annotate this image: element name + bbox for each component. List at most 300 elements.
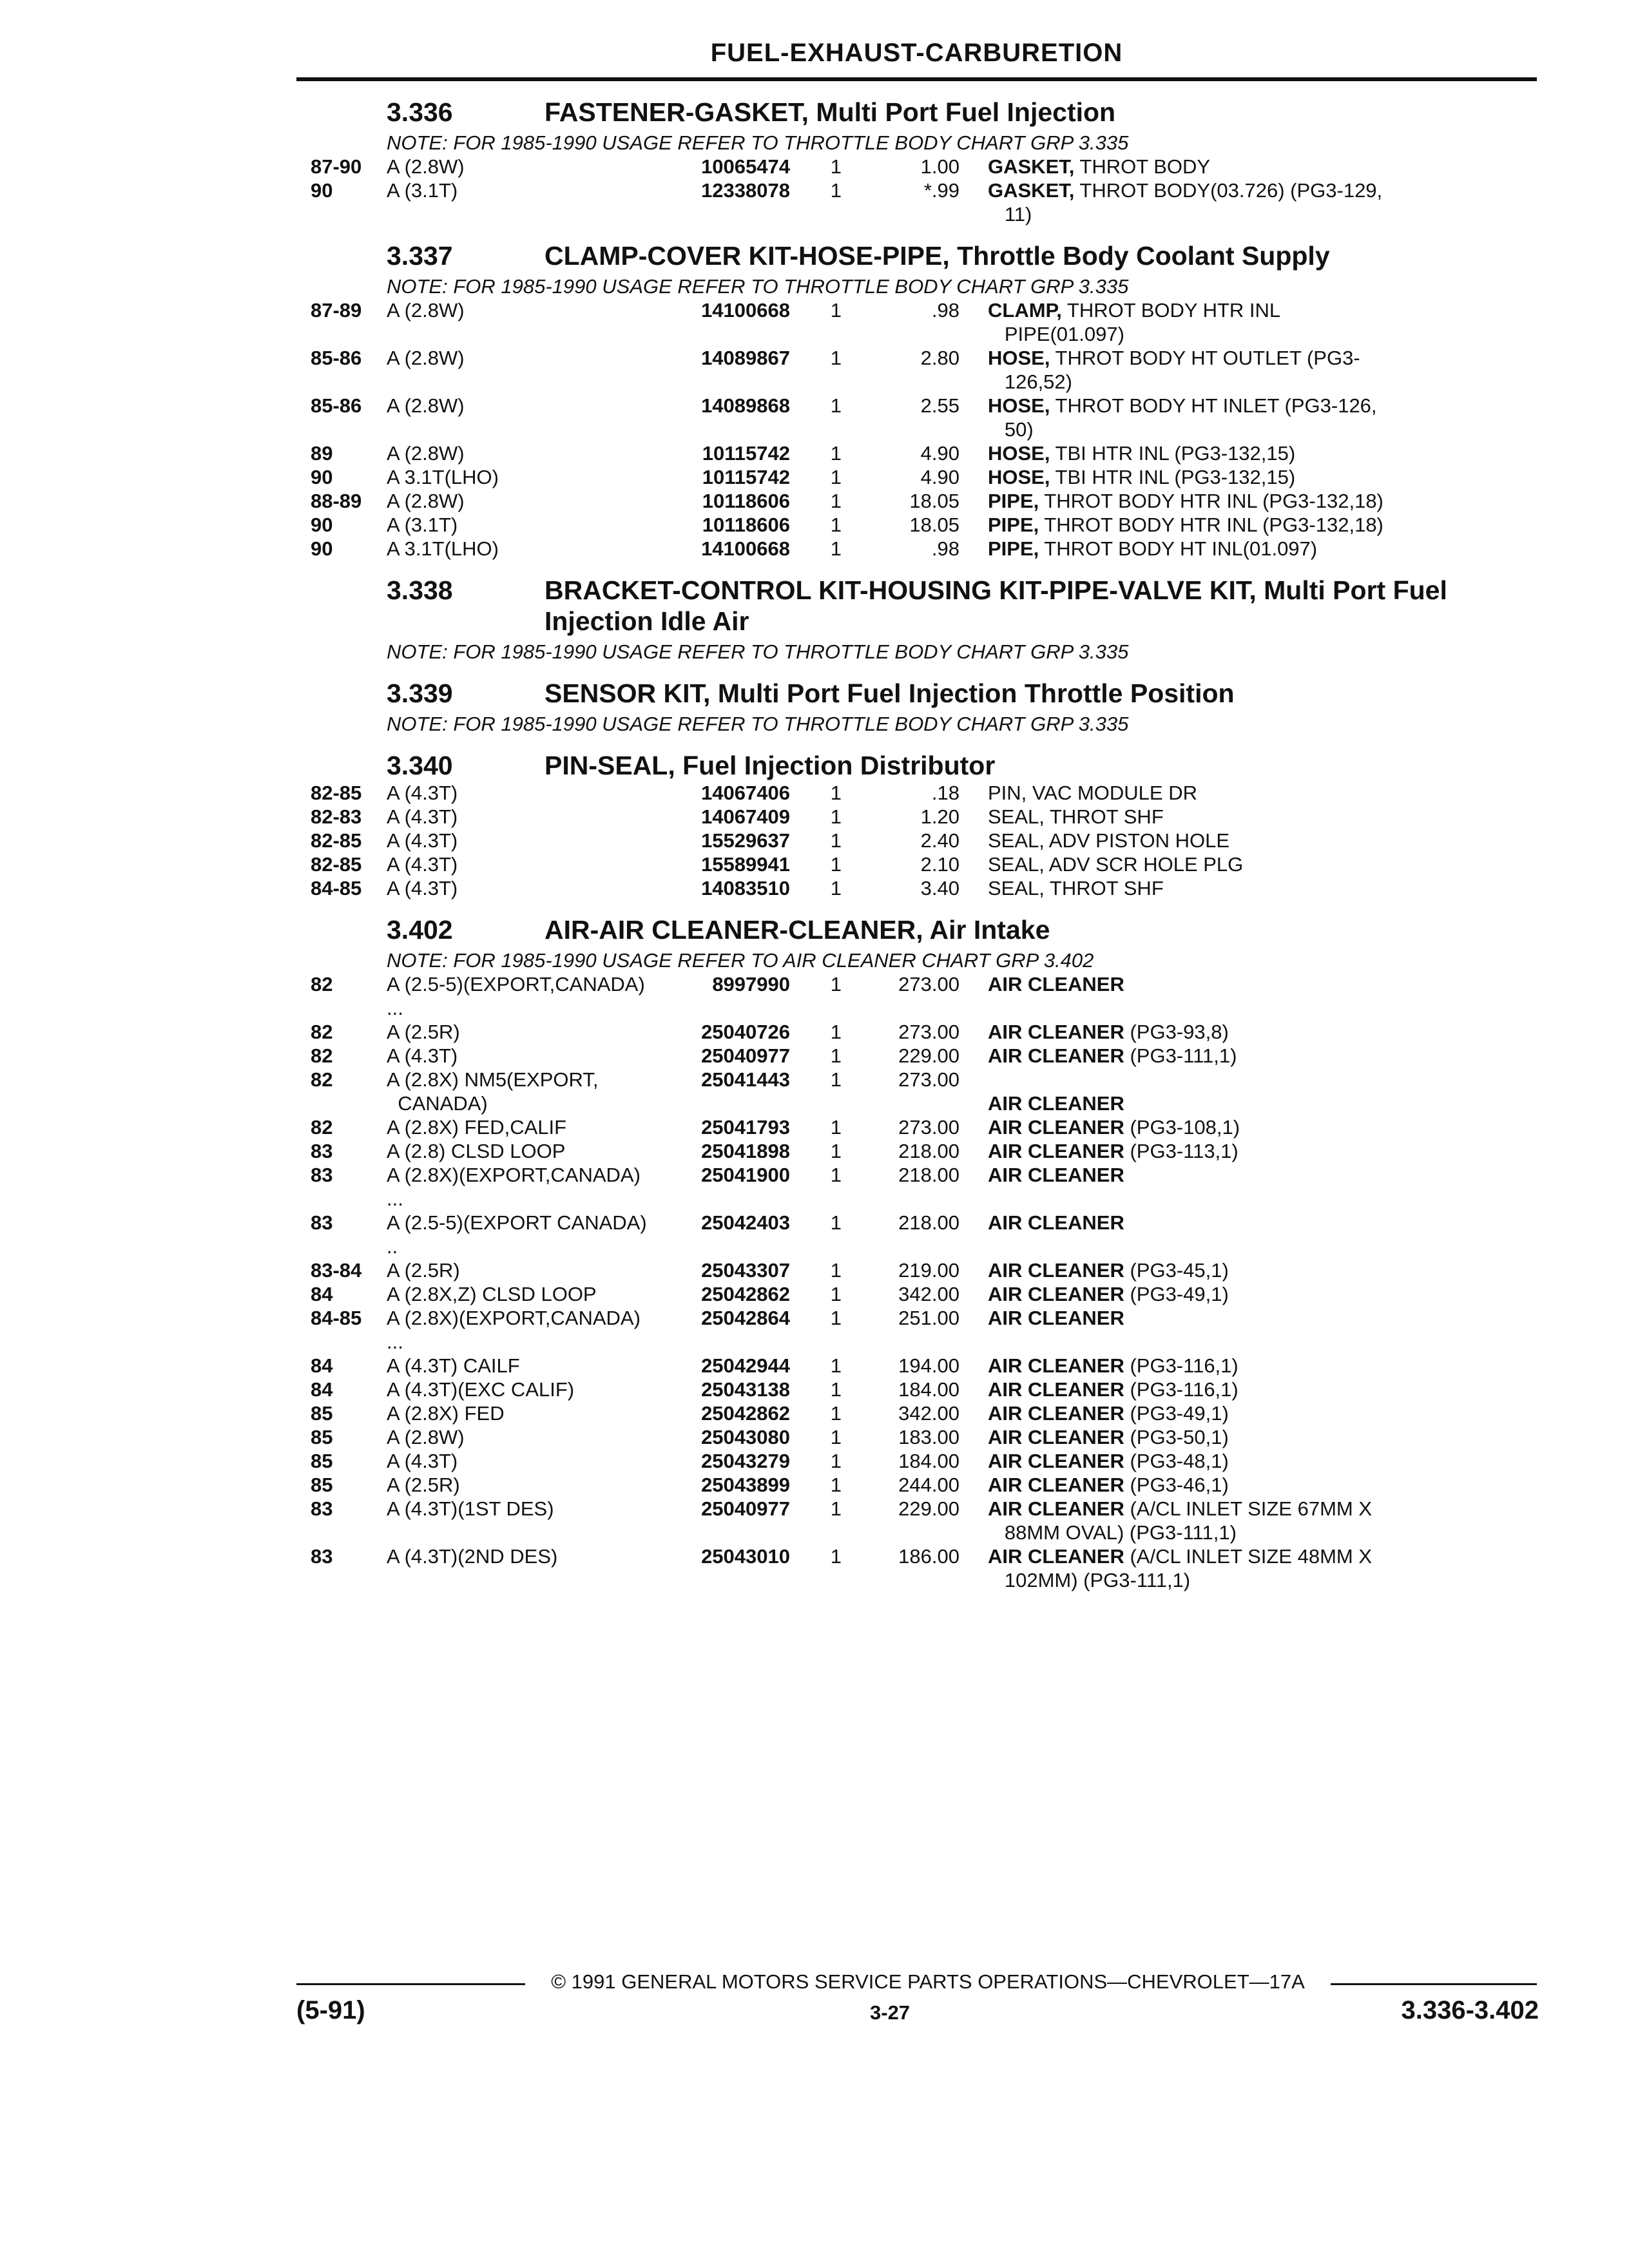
table-row	[296, 1354, 1537, 1378]
model-years: 90	[311, 514, 333, 536]
description	[988, 155, 1537, 178]
price: .18	[931, 782, 959, 804]
price: 194.00	[898, 1354, 959, 1377]
part-name: AIR CLEANER	[988, 1116, 1124, 1139]
part-name: AIR CLEANER	[988, 1021, 1124, 1043]
price: .98	[931, 537, 959, 560]
description	[988, 513, 1537, 537]
price: 3.40	[920, 877, 959, 899]
section-heading	[296, 914, 1537, 945]
model-years: 85	[311, 1450, 333, 1472]
description	[988, 1115, 1537, 1139]
description	[988, 805, 1537, 829]
part-name: AIR CLEANER	[988, 1092, 1124, 1115]
part-number: 10065474	[701, 155, 790, 178]
model-years: 84-85	[311, 877, 362, 899]
section-heading	[296, 97, 1537, 128]
part-number: 25041898	[701, 1140, 790, 1162]
price: 2.55	[920, 394, 959, 417]
part-name: HOSE,	[988, 466, 1050, 488]
section-number: 3.340	[387, 751, 453, 780]
part-number: 25042403	[701, 1211, 790, 1234]
part-name: HOSE,	[988, 442, 1050, 465]
description	[988, 1020, 1537, 1044]
description	[988, 298, 1537, 346]
part-detail: (PG3-93,8)	[1124, 1021, 1229, 1043]
section-note: NOTE: FOR 1985-1990 USAGE REFER TO THROTTLE BODY CHART GRP 3.335	[387, 275, 1129, 298]
model-years: 83	[311, 1545, 333, 1568]
table-row	[296, 1449, 1537, 1473]
price: 1.20	[920, 805, 959, 828]
application: A (2.8X)(EXPORT,CANADA) ...	[387, 1307, 646, 1353]
part-detail: THROT BODY HT INLET (PG3-126, 50)	[1004, 394, 1377, 441]
section-title: SENSOR KIT, Multi Port Fuel Injection Throttle Position	[545, 678, 1235, 708]
section-3-336	[296, 97, 1537, 226]
part-detail: THROT BODY HTR INL (PG3-132,18)	[1039, 514, 1383, 536]
part-name: AIR CLEANER	[988, 1211, 1124, 1234]
part-number: 25041900	[701, 1164, 790, 1186]
model-years: 84	[311, 1283, 333, 1305]
table-row	[296, 537, 1537, 561]
description	[988, 346, 1537, 394]
price: 2.10	[920, 853, 959, 876]
table-row	[296, 1544, 1537, 1592]
application: A (2.5R)	[387, 1021, 460, 1043]
application: A (4.3T)	[387, 782, 458, 804]
parts-catalog	[296, 82, 1537, 1592]
application: A (2.8W)	[387, 442, 465, 465]
model-years: 87-89	[311, 299, 362, 322]
description	[988, 876, 1537, 900]
part-detail: (A/CL INLET SIZE 48MM X 102MM) (PG3-111,1)	[1004, 1545, 1372, 1591]
price: 184.00	[898, 1450, 959, 1472]
part-number: 25040977	[701, 1044, 790, 1067]
section-number: 3.337	[387, 241, 453, 271]
part-name: AIR CLEANER	[988, 1378, 1124, 1401]
price: 2.80	[920, 347, 959, 369]
application: A (2.8W)	[387, 394, 465, 417]
description	[988, 1378, 1537, 1401]
part-number: 14089868	[701, 394, 790, 417]
model-years: 84-85	[311, 1307, 362, 1329]
model-years: 90	[311, 179, 333, 202]
application: A (2.8X) FED	[387, 1402, 505, 1425]
part-detail: TBI HTR INL (PG3-132,15)	[1050, 466, 1296, 488]
part-number: 14067409	[701, 805, 790, 828]
model-years: 90	[311, 466, 333, 488]
part-number: 14100668	[701, 537, 790, 560]
part-detail: (PG3-113,1)	[1124, 1140, 1239, 1162]
part-detail: (PG3-116,1)	[1124, 1378, 1239, 1401]
application: A (3.1T)	[387, 514, 458, 536]
part-detail: (PG3-50,1)	[1124, 1426, 1229, 1448]
quantity: 1	[830, 155, 842, 178]
model-years: 85-86	[311, 347, 362, 369]
model-years: 85	[311, 1474, 333, 1496]
table-row	[296, 155, 1537, 178]
section-3-337	[296, 240, 1537, 561]
price: 251.00	[898, 1307, 959, 1329]
description	[988, 1044, 1537, 1068]
part-number: 14067406	[701, 782, 790, 804]
price: 186.00	[898, 1545, 959, 1568]
part-number: 25042864	[701, 1307, 790, 1329]
part-number: 10118606	[702, 490, 790, 512]
part-name: AIR CLEANER	[988, 1307, 1124, 1329]
table-row	[296, 1020, 1537, 1044]
part-number: 25041443	[701, 1068, 790, 1091]
part-number: 15529637	[701, 829, 790, 852]
table-row	[296, 441, 1537, 465]
quantity: 1	[830, 973, 842, 995]
part-detail: (PG3-46,1)	[1124, 1474, 1229, 1496]
part-name: AIR CLEANER	[988, 1545, 1124, 1568]
price: 4.90	[920, 466, 959, 488]
quantity: 1	[830, 466, 842, 488]
part-name: CLAMP,	[988, 299, 1062, 322]
part-name: AIR CLEANER	[988, 1164, 1124, 1186]
section-note: NOTE: FOR 1985-1990 USAGE REFER TO THROTTLE BODY CHART GRP 3.335	[387, 640, 1129, 663]
part-number: 8997990	[712, 973, 790, 995]
table-row	[296, 972, 1537, 1020]
part-detail: (PG3-48,1)	[1124, 1450, 1229, 1472]
application: A (2.5-5)(EXPORT CANADA) ..	[387, 1211, 653, 1258]
application: A (4.3T)	[387, 805, 458, 828]
description	[988, 1211, 1537, 1258]
table-row	[296, 876, 1537, 900]
quantity: 1	[830, 1497, 842, 1520]
application: A 3.1T(LHO)	[387, 537, 499, 560]
part-number: 14089867	[701, 347, 790, 369]
description	[988, 1306, 1537, 1354]
section-3-402	[296, 914, 1537, 1592]
part-name: AIR CLEANER	[988, 1283, 1124, 1305]
description	[988, 972, 1537, 1020]
part-name: PIPE,	[988, 514, 1039, 536]
table-row	[296, 513, 1537, 537]
application: A (2.8W)	[387, 299, 465, 322]
price: 218.00	[898, 1164, 959, 1186]
section-note: NOTE: FOR 1985-1990 USAGE REFER TO AIR CLEANER CHART GRP 3.402	[387, 949, 1094, 972]
table-row	[296, 1378, 1537, 1401]
part-number: 25041793	[701, 1116, 790, 1139]
description	[988, 489, 1537, 513]
model-years: 83	[311, 1164, 333, 1186]
part-detail: (PG3-111,1)	[1124, 1044, 1237, 1067]
quantity: 1	[830, 1211, 842, 1234]
table-row	[296, 805, 1537, 829]
quantity: 1	[830, 1283, 842, 1305]
application: A (2.8X)(EXPORT,CANADA) ...	[387, 1164, 646, 1210]
part-detail: SEAL, ADV PISTON HOLE	[988, 829, 1230, 852]
quantity: 1	[830, 1116, 842, 1139]
application: A (4.3T)	[387, 853, 458, 876]
price: 184.00	[898, 1378, 959, 1401]
application: A 3.1T(LHO)	[387, 466, 499, 488]
footer-section-range: 3.336-3.402	[1401, 1996, 1539, 2024]
description	[988, 1473, 1537, 1497]
footer-date: (5-91)	[296, 1996, 365, 2024]
quantity: 1	[830, 805, 842, 828]
table-row	[296, 1044, 1537, 1068]
model-years: 82-85	[311, 853, 362, 876]
price: 218.00	[898, 1140, 959, 1162]
table-row	[296, 781, 1537, 805]
table-row	[296, 489, 1537, 513]
part-number: 25043138	[701, 1378, 790, 1401]
application: A (4.3T) CAILF	[387, 1354, 520, 1377]
quantity: 1	[830, 1068, 842, 1091]
description	[988, 1282, 1537, 1306]
price: 273.00	[898, 973, 959, 995]
description	[988, 1139, 1537, 1163]
quantity: 1	[830, 829, 842, 852]
quantity: 1	[830, 514, 842, 536]
section-number: 3.336	[387, 97, 453, 127]
table-row	[296, 465, 1537, 489]
section-heading	[296, 575, 1537, 637]
quantity: 1	[830, 877, 842, 899]
description	[988, 829, 1537, 852]
table-row	[296, 1497, 1537, 1544]
model-years: 82	[311, 973, 333, 995]
table-row	[296, 1163, 1537, 1211]
table-row	[296, 1425, 1537, 1449]
application: A (4.3T)	[387, 829, 458, 852]
section-heading	[296, 678, 1537, 709]
part-number: 25040977	[701, 1497, 790, 1520]
model-years: 85	[311, 1426, 333, 1448]
model-years: 82	[311, 1021, 333, 1043]
part-name: HOSE,	[988, 394, 1050, 417]
part-number: 10118606	[702, 514, 790, 536]
description	[988, 178, 1537, 226]
table-row	[296, 829, 1537, 852]
model-years: 83-84	[311, 1259, 362, 1282]
model-years: 87-90	[311, 155, 362, 178]
description	[988, 537, 1537, 561]
part-detail: THROT BODY HT INL(01.097)	[1039, 537, 1318, 560]
application: A (2.8) CLSD LOOP	[387, 1140, 566, 1162]
description	[988, 465, 1537, 489]
price: 244.00	[898, 1474, 959, 1496]
price: 229.00	[898, 1497, 959, 1520]
part-detail: (PG3-49,1)	[1124, 1283, 1229, 1305]
description	[988, 1354, 1537, 1378]
section-title: PIN-SEAL, Fuel Injection Distributor	[545, 751, 996, 780]
part-number: 25042862	[701, 1402, 790, 1425]
part-detail: PIN, VAC MODULE DR	[988, 782, 1197, 804]
part-name: AIR CLEANER	[988, 1354, 1124, 1377]
model-years: 83	[311, 1211, 333, 1234]
application: A (4.3T)	[387, 877, 458, 899]
part-detail: TBI HTR INL (PG3-132,15)	[1050, 442, 1296, 465]
application: A (2.8X) NM5(EXPORT, CANADA)	[387, 1068, 599, 1115]
part-number: 14100668	[701, 299, 790, 322]
description	[988, 1425, 1537, 1449]
part-name: AIR CLEANER	[988, 1044, 1124, 1067]
part-name: GASKET,	[988, 179, 1075, 202]
section-heading	[296, 750, 1537, 781]
section-title: CLAMP-COVER KIT-HOSE-PIPE, Throttle Body Coolant Supply	[545, 241, 1330, 271]
quantity: 1	[830, 1450, 842, 1472]
quantity: 1	[830, 490, 842, 512]
header-rule	[296, 77, 1537, 81]
table-row	[296, 1306, 1537, 1354]
table-row	[296, 1401, 1537, 1425]
application: A (3.1T)	[387, 179, 458, 202]
quantity: 1	[830, 299, 842, 322]
description	[988, 394, 1537, 441]
part-name: AIR CLEANER	[988, 1402, 1124, 1425]
quantity: 1	[830, 853, 842, 876]
price: 18.05	[909, 490, 959, 512]
part-number: 15589941	[701, 853, 790, 876]
price: 342.00	[898, 1283, 959, 1305]
footer-page-number: 3-27	[870, 2001, 911, 2024]
application: A (4.3T)	[387, 1044, 458, 1067]
price: 1.00	[920, 155, 959, 178]
section-3-338	[296, 575, 1537, 664]
table-row	[296, 1282, 1537, 1306]
part-number: 25042862	[701, 1283, 790, 1305]
quantity: 1	[830, 1378, 842, 1401]
part-detail: THROT BODY(03.726) (PG3-129, 11)	[1004, 179, 1383, 226]
part-detail: (PG3-45,1)	[1124, 1259, 1229, 1282]
part-detail: THROT BODY HTR INL (PG3-132,18)	[1039, 490, 1383, 512]
page-title: FUEL-EXHAUST-CARBURETION	[710, 39, 1123, 67]
part-name: PIPE,	[988, 490, 1039, 512]
part-number: 25043080	[701, 1426, 790, 1448]
section-number: 3.338	[387, 575, 453, 605]
part-number: 14083510	[701, 877, 790, 899]
quantity: 1	[830, 1021, 842, 1043]
table-row	[296, 394, 1537, 441]
price: 218.00	[898, 1211, 959, 1234]
application: A (2.8W)	[387, 347, 465, 369]
application: A (2.8X) FED,CALIF	[387, 1116, 567, 1139]
model-years: 85-86	[311, 394, 362, 417]
price: 273.00	[898, 1021, 959, 1043]
table-row	[296, 1211, 1537, 1258]
section-title: FASTENER-GASKET, Multi Port Fuel Injection	[545, 97, 1116, 127]
price: 18.05	[909, 514, 959, 536]
price: 273.00	[898, 1116, 959, 1139]
quantity: 1	[830, 537, 842, 560]
part-number: 25043279	[701, 1450, 790, 1472]
price: 273.00	[898, 1068, 959, 1091]
description	[988, 1401, 1537, 1425]
model-years: 83	[311, 1140, 333, 1162]
section-number: 3.402	[387, 915, 453, 945]
part-name: AIR CLEANER	[988, 1140, 1124, 1162]
footer-rule-right	[1331, 1983, 1537, 1985]
part-number: 25043899	[701, 1474, 790, 1496]
quantity: 1	[830, 1259, 842, 1282]
model-years: 84	[311, 1378, 333, 1401]
quantity: 1	[830, 1140, 842, 1162]
table-row	[296, 178, 1537, 226]
application: A (2.8W)	[387, 1426, 465, 1448]
section-heading	[296, 240, 1537, 271]
table-row	[296, 852, 1537, 876]
part-name: AIR CLEANER	[988, 1497, 1124, 1520]
section-note: NOTE: FOR 1985-1990 USAGE REFER TO THROTTLE BODY CHART GRP 3.335	[387, 713, 1129, 735]
part-number: 12338078	[701, 179, 790, 202]
table-row	[296, 1139, 1537, 1163]
part-detail: THROT BODY	[1074, 155, 1211, 178]
quantity: 1	[830, 1402, 842, 1425]
price: 183.00	[898, 1426, 959, 1448]
part-name: GASKET,	[988, 155, 1075, 178]
quantity: 1	[830, 179, 842, 202]
quantity: 1	[830, 1426, 842, 1448]
part-number: 10115742	[702, 442, 790, 465]
application: A (4.3T)(1ST DES)	[387, 1497, 554, 1520]
table-row	[296, 298, 1537, 346]
model-years: 88-89	[311, 490, 362, 512]
table-row	[296, 346, 1537, 394]
description	[988, 1163, 1537, 1211]
part-name: AIR CLEANER	[988, 1426, 1124, 1448]
table-row	[296, 1473, 1537, 1497]
model-years: 90	[311, 537, 333, 560]
part-detail: (PG3-49,1)	[1124, 1402, 1229, 1425]
model-years: 84	[311, 1354, 333, 1377]
model-years: 85	[311, 1402, 333, 1425]
price: 342.00	[898, 1402, 959, 1425]
part-detail: (PG3-108,1)	[1124, 1116, 1240, 1139]
price: 229.00	[898, 1044, 959, 1067]
description	[988, 1258, 1537, 1282]
application: A (2.8W)	[387, 155, 465, 178]
price: *.99	[923, 179, 959, 202]
part-name: AIR CLEANER	[988, 973, 1124, 995]
quantity: 1	[830, 1044, 842, 1067]
price: 2.40	[920, 829, 959, 852]
description	[988, 852, 1537, 876]
quantity: 1	[830, 1474, 842, 1496]
part-detail: THROT BODY HTR INL PIPE(01.097)	[1004, 299, 1281, 345]
section-note: NOTE: FOR 1985-1990 USAGE REFER TO THROTTLE BODY CHART GRP 3.335	[387, 131, 1129, 154]
footer-rule-left	[296, 1983, 525, 1985]
section-number: 3.339	[387, 678, 453, 708]
part-name: AIR CLEANER	[988, 1474, 1124, 1496]
quantity: 1	[830, 1545, 842, 1568]
application: A (2.8X,Z) CLSD LOOP	[387, 1283, 597, 1305]
quantity: 1	[830, 442, 842, 465]
quantity: 1	[830, 347, 842, 369]
part-number: 25040726	[701, 1021, 790, 1043]
description	[988, 1068, 1537, 1115]
price: 4.90	[920, 442, 959, 465]
model-years: 82	[311, 1044, 333, 1067]
table-row	[296, 1068, 1537, 1115]
part-name: AIR CLEANER	[988, 1450, 1124, 1472]
part-number: 25042944	[701, 1354, 790, 1377]
part-detail: (PG3-116,1)	[1124, 1354, 1239, 1377]
part-number: 25043307	[701, 1259, 790, 1282]
description	[988, 1497, 1537, 1544]
part-detail: SEAL, ADV SCR HOLE PLG	[988, 853, 1244, 876]
description	[988, 1449, 1537, 1473]
quantity: 1	[830, 394, 842, 417]
part-name: PIPE,	[988, 537, 1039, 560]
application: A (2.5R)	[387, 1259, 460, 1282]
quantity: 1	[830, 1354, 842, 1377]
application: A (2.5-5)(EXPORT,CANADA) ...	[387, 973, 651, 1019]
section-3-339	[296, 678, 1537, 736]
